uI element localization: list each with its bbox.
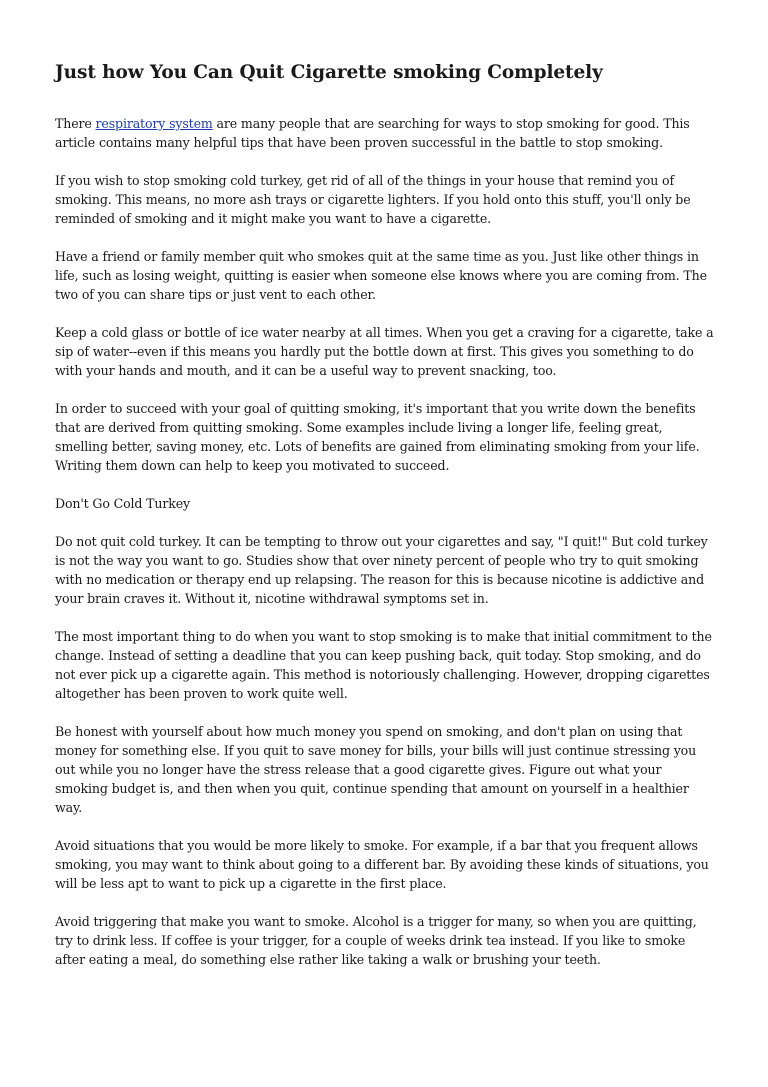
paragraph-do-not-quit-cold-turkey: Do not quit cold turkey. It can be tempting to throw out your cigarettes and say, "I quit!" But cold turkey is not the way you want to go. Studies show that over ninety percent of people who try to quit smoking with no medication or therapy end up relapsing. The reason for this is because nicotine is addictive and your brain craves it. Without it, nicotine withdrawal symptoms set in.: [55, 534, 708, 606]
paragraph-avoid-situations: Avoid situations that you would be more likely to smoke. For example, if a bar that you frequent allows smoking, you may want to think about going to a different bar. By avoiding these kinds of situations, you will be less apt to want to pick up a cigarette in the first place.: [55, 838, 709, 891]
page-title: Just how You Can Quit Cigarette smoking Completely: [55, 62, 603, 83]
paragraph-friend-quit: Have a friend or family member quit who smokes quit at the same time as you. Just like other things in life, such as losing weight, quitting is easier when someone else knows where you are coming from. The two of you can share tips or just vent to each other.: [55, 249, 707, 302]
paragraph-ice-water: Keep a cold glass or bottle of ice water nearby at all times. When you get a craving for a cigarette, take a sip of water--even if this means you hardly put the bottle down at first. This gives you something to do with your hands and mouth, and it can be a useful way to prevent snacking, too.: [55, 325, 714, 378]
section-subheading: Don't Go Cold Turkey: [55, 496, 191, 511]
respiratory-system-link[interactable]: respiratory system: [95, 116, 213, 131]
document-page: [55, 58, 715, 988]
paragraph-initial-commitment: The most important thing to do when you want to stop smoking is to make that initial commitment to the change. Instead of setting a deadline that you can keep pushing back, quit today. Stop smoking, and do not ever pick up a cigarette again. This method is notoriously challenging. However, dropping cigarettes altogether has been proven to work quite well.: [55, 629, 712, 701]
intro-text-after-link: are many people that are searching for ways to stop smoking for good. This article contains many helpful tips that have been proven successful in the battle to stop smoking.: [55, 116, 690, 150]
paragraph-money-honest: Be honest with yourself about how much money you spend on smoking, and don't plan on using that money for something else. If you quit to save money for bills, your bills will just continue stressing you out while you no longer have the stress release that a good cigarette gives. Figure out what your smoking budget is, and then when you quit, continue spending that amount on yourself in a healthier way.: [55, 724, 697, 815]
intro-paragraph: [55, 114, 715, 152]
paragraph-write-benefits: In order to succeed with your goal of quitting smoking, it's important that you write down the benefits that are derived from quitting smoking. Some examples include living a longer life, feeling great, smelling better, saving money, etc. Lots of benefits are gained from eliminating smoking from your life. Writing them down can help to keep you motivated to succeed.: [55, 401, 700, 473]
intro-text-before-link: There: [55, 116, 96, 131]
paragraph-avoid-triggers: Avoid triggering that make you want to smoke. Alcohol is a trigger for many, so when you are quitting, try to drink less. If coffee is your trigger, for a couple of weeks drink tea instead. If you like to smoke after eating a meal, do something else rather like taking a walk or brushing your teeth.: [55, 914, 697, 967]
paragraph-cold-turkey-remind: If you wish to stop smoking cold turkey, get rid of all of the things in your house that remind you of smoking. This means, no more ash trays or cigarette lighters. If you hold onto this stuff, you'll only be reminded of smoking and it might make you want to have a cigarette.: [55, 173, 691, 226]
